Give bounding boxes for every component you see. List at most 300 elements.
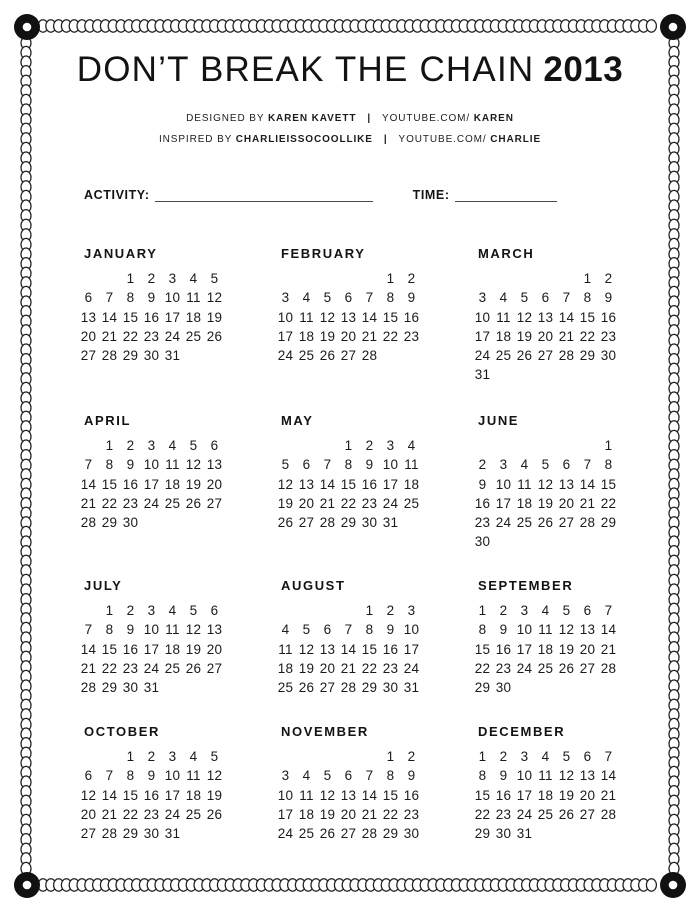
day-cell: 26 [206, 328, 223, 344]
day-cell: 1 [386, 749, 395, 764]
day-cell: 12 [516, 309, 533, 325]
day-cell-empty [514, 365, 535, 384]
day-cell: 14 [600, 622, 617, 638]
day-cell: 19 [277, 495, 294, 511]
day-cell: 29 [340, 515, 357, 531]
day-cell: 5 [302, 622, 311, 638]
day-cell: 6 [583, 603, 592, 618]
day-cell: 4 [407, 438, 416, 453]
day-cell: 31 [164, 348, 181, 364]
day-cell: 17 [143, 641, 160, 657]
day-cell: 26 [185, 495, 202, 511]
day-cell: 3 [499, 457, 508, 473]
day-cell: 1 [386, 271, 395, 286]
day-cell: 16 [403, 309, 420, 325]
day-cell: 18 [495, 328, 512, 344]
day-cell: 28 [558, 348, 575, 364]
day-cell: 28 [600, 806, 617, 822]
day-cell: 19 [319, 806, 336, 822]
day-cell: 14 [101, 787, 118, 803]
day-cell: 3 [147, 603, 156, 618]
day-cell-empty [577, 436, 598, 455]
day-cell: 25 [298, 348, 315, 364]
day-cell: 12 [206, 768, 223, 784]
day-cell: 4 [302, 290, 311, 306]
day-cell: 6 [84, 768, 93, 784]
month-february [275, 246, 422, 413]
day-cell: 1 [478, 603, 487, 618]
day-cell: 1 [126, 749, 135, 764]
month-name: APRIL [84, 413, 131, 428]
day-cell: 5 [189, 603, 198, 618]
day-cell-empty [204, 678, 225, 697]
day-cell-empty [401, 513, 422, 532]
day-cell: 27 [206, 495, 223, 511]
day-cell-empty [78, 269, 99, 288]
day-cell: 18 [164, 476, 181, 492]
day-cell: 3 [281, 290, 290, 306]
month-name: JUNE [478, 413, 520, 428]
day-cell-empty [141, 513, 162, 532]
day-cell: 9 [407, 290, 416, 306]
day-cell: 24 [516, 660, 533, 676]
day-cell-empty [78, 436, 99, 455]
day-cell: 22 [382, 806, 399, 822]
month-name: NOVEMBER [281, 724, 369, 739]
day-cell-empty [556, 269, 577, 288]
page-title [0, 50, 700, 90]
day-cell: 2 [147, 271, 156, 286]
day-cell: 10 [143, 457, 160, 473]
day-cell: 29 [474, 826, 491, 842]
day-cell-empty [162, 513, 183, 532]
day-cell: 21 [600, 641, 617, 657]
day-cell: 28 [361, 348, 378, 364]
day-cell: 19 [558, 641, 575, 657]
day-cell-empty [359, 747, 380, 766]
month-december [472, 724, 619, 843]
day-cell: 3 [520, 749, 529, 764]
day-cell: 15 [340, 476, 357, 492]
day-cell-empty [493, 365, 514, 384]
day-cell: 21 [80, 660, 97, 676]
day-cell: 10 [277, 309, 294, 325]
day-cell: 27 [579, 660, 596, 676]
credit-prefix: DESIGNED BY [186, 113, 265, 124]
day-cell-empty [317, 601, 338, 620]
day-cell-empty [493, 269, 514, 288]
day-cell-empty [556, 824, 577, 843]
day-cell: 13 [579, 622, 596, 638]
month-name: SEPTEMBER [478, 578, 574, 593]
day-cell: 5 [189, 438, 198, 453]
day-cell: 9 [604, 290, 613, 306]
day-cell: 23 [495, 660, 512, 676]
day-cell: 12 [558, 768, 575, 784]
day-cell: 31 [403, 680, 420, 696]
day-cell: 17 [382, 476, 399, 492]
day-cell: 24 [143, 660, 160, 676]
day-cell: 4 [520, 457, 529, 473]
day-cell: 31 [474, 367, 491, 383]
day-cell: 13 [340, 309, 357, 325]
day-cell: 24 [164, 328, 181, 344]
day-cell: 25 [403, 495, 420, 511]
day-cell: 5 [520, 290, 529, 306]
day-cell-empty [535, 678, 556, 697]
day-cell: 21 [340, 660, 357, 676]
day-cell: 15 [361, 641, 378, 657]
credit-site: YOUTUBE.COM/ [382, 113, 471, 124]
day-cell: 9 [478, 476, 487, 492]
day-cell: 13 [80, 309, 97, 325]
day-cell-empty [535, 532, 556, 551]
day-cell-empty [577, 678, 598, 697]
day-cell: 8 [386, 290, 395, 306]
month-name: DECEMBER [478, 724, 566, 739]
day-cell: 10 [495, 476, 512, 492]
day-cell: 16 [382, 641, 399, 657]
day-cell-empty [598, 678, 619, 697]
month-days [275, 747, 422, 843]
day-cell: 14 [319, 476, 336, 492]
day-cell-empty [183, 346, 204, 365]
month-march [472, 246, 619, 413]
day-cell-empty [577, 532, 598, 551]
day-cell: 14 [579, 476, 596, 492]
day-cell: 1 [344, 438, 353, 453]
day-cell: 23 [361, 495, 378, 511]
day-cell-empty [275, 601, 296, 620]
day-cell: 25 [298, 826, 315, 842]
day-cell: 26 [206, 806, 223, 822]
day-cell: 21 [101, 328, 118, 344]
day-cell: 15 [600, 476, 617, 492]
day-cell: 22 [101, 660, 118, 676]
day-cell-empty [296, 747, 317, 766]
day-cell: 8 [126, 768, 135, 784]
day-cell: 21 [319, 495, 336, 511]
credit-line-inspiration [0, 129, 700, 150]
day-cell: 29 [101, 515, 118, 531]
day-cell: 30 [361, 515, 378, 531]
day-cell-empty [514, 436, 535, 455]
day-cell: 29 [101, 680, 118, 696]
day-cell: 6 [344, 768, 353, 784]
day-cell: 8 [604, 457, 613, 473]
day-cell: 27 [206, 660, 223, 676]
day-cell: 30 [122, 680, 139, 696]
day-cell: 14 [600, 768, 617, 784]
day-cell: 25 [537, 660, 554, 676]
month-days [275, 269, 422, 365]
day-cell: 21 [80, 495, 97, 511]
day-cell: 8 [583, 290, 592, 306]
day-cell-empty [577, 824, 598, 843]
day-cell: 11 [186, 768, 201, 784]
day-cell-empty [275, 269, 296, 288]
day-cell: 1 [105, 603, 114, 618]
day-cell: 3 [168, 271, 177, 286]
day-cell: 29 [122, 826, 139, 842]
day-cell: 21 [361, 328, 378, 344]
day-cell: 17 [277, 806, 294, 822]
day-cell: 11 [299, 787, 314, 803]
day-cell: 24 [516, 806, 533, 822]
day-cell: 13 [319, 641, 336, 657]
month-june [472, 413, 619, 578]
day-cell: 8 [105, 457, 114, 473]
day-cell: 23 [403, 328, 420, 344]
day-cell: 28 [319, 515, 336, 531]
day-cell: 7 [344, 622, 353, 638]
day-cell: 27 [340, 348, 357, 364]
day-cell: 22 [122, 806, 139, 822]
day-cell: 8 [478, 768, 487, 784]
day-cell: 3 [147, 438, 156, 453]
day-cell: 26 [558, 660, 575, 676]
day-cell-empty [78, 747, 99, 766]
day-cell: 18 [516, 495, 533, 511]
day-cell: 4 [541, 603, 550, 618]
day-cell: 22 [382, 328, 399, 344]
month-days [472, 269, 619, 385]
day-cell: 26 [185, 660, 202, 676]
day-cell: 1 [126, 271, 135, 286]
day-cell: 12 [319, 309, 336, 325]
day-cell: 7 [84, 457, 93, 473]
day-cell: 7 [583, 457, 592, 473]
month-july [78, 578, 225, 724]
day-cell-empty [556, 532, 577, 551]
day-cell: 16 [143, 787, 160, 803]
day-cell: 21 [579, 495, 596, 511]
day-cell: 10 [164, 768, 181, 784]
day-cell-empty [380, 346, 401, 365]
day-cell: 25 [185, 806, 202, 822]
day-cell: 28 [340, 680, 357, 696]
day-cell: 6 [583, 749, 592, 764]
day-cell-empty [296, 269, 317, 288]
day-cell: 22 [361, 660, 378, 676]
day-cell: 24 [164, 806, 181, 822]
day-cell: 22 [101, 495, 118, 511]
day-cell-empty [556, 678, 577, 697]
month-name: MARCH [478, 246, 535, 261]
day-cell: 11 [299, 309, 314, 325]
day-cell: 16 [495, 641, 512, 657]
day-cell: 3 [281, 768, 290, 784]
day-cell: 16 [403, 787, 420, 803]
day-cell-empty [556, 365, 577, 384]
month-november [275, 724, 422, 843]
day-cell: 13 [340, 787, 357, 803]
day-cell: 20 [80, 328, 97, 344]
day-cell: 19 [516, 328, 533, 344]
day-cell: 20 [206, 476, 223, 492]
day-cell: 20 [340, 806, 357, 822]
day-cell: 27 [558, 515, 575, 531]
day-cell: 8 [386, 768, 395, 784]
day-cell-empty [556, 436, 577, 455]
day-cell: 20 [298, 495, 315, 511]
day-cell: 11 [278, 641, 293, 657]
day-cell-empty [317, 269, 338, 288]
day-cell: 14 [80, 476, 97, 492]
day-cell: 12 [319, 787, 336, 803]
day-cell: 3 [478, 290, 487, 306]
day-cell-empty [204, 346, 225, 365]
day-cell: 5 [281, 457, 290, 473]
day-cell: 16 [122, 641, 139, 657]
day-cell: 1 [105, 438, 114, 453]
month-days [78, 601, 225, 697]
day-cell: 15 [474, 787, 491, 803]
day-cell-empty [183, 824, 204, 843]
credit-site: YOUTUBE.COM/ [398, 134, 487, 145]
day-cell: 31 [516, 826, 533, 842]
credit-name: CHARLIEISSOCOOLLIKE [235, 134, 373, 145]
day-cell-empty [296, 601, 317, 620]
day-cell: 18 [537, 787, 554, 803]
day-cell: 20 [579, 787, 596, 803]
day-cell: 27 [579, 806, 596, 822]
day-cell: 15 [101, 641, 118, 657]
day-cell: 10 [143, 622, 160, 638]
day-cell: 9 [147, 290, 156, 306]
day-cell: 14 [101, 309, 118, 325]
day-cell: 2 [126, 438, 135, 453]
day-cell: 20 [80, 806, 97, 822]
month-january [78, 246, 225, 413]
month-days [78, 747, 225, 843]
day-cell: 13 [537, 309, 554, 325]
month-name: AUGUST [281, 578, 346, 593]
day-cell: 15 [382, 787, 399, 803]
day-cell: 18 [537, 641, 554, 657]
day-cell: 1 [365, 603, 374, 618]
day-cell-empty [535, 269, 556, 288]
day-cell: 10 [516, 622, 533, 638]
day-cell: 12 [537, 476, 554, 492]
day-cell-empty [78, 601, 99, 620]
day-cell: 7 [562, 290, 571, 306]
day-cell: 23 [474, 515, 491, 531]
day-cell: 13 [579, 768, 596, 784]
month-days [275, 436, 422, 532]
day-cell: 6 [84, 290, 93, 306]
day-cell: 11 [165, 622, 180, 638]
day-cell-empty [338, 601, 359, 620]
title-year: 2013 [543, 50, 624, 89]
credit-handle: CHARLIE [490, 134, 542, 145]
day-cell: 29 [474, 680, 491, 696]
day-cell-empty [472, 269, 493, 288]
day-cell: 30 [495, 680, 512, 696]
credit-line-designer [0, 108, 700, 129]
day-cell: 23 [403, 806, 420, 822]
day-cell: 29 [122, 348, 139, 364]
day-cell-empty [535, 824, 556, 843]
day-cell: 19 [206, 309, 223, 325]
day-cell-empty [338, 747, 359, 766]
month-name: JULY [84, 578, 123, 593]
activity-label: ACTIVITY: [84, 188, 150, 202]
day-cell: 1 [583, 271, 592, 286]
day-cell: 23 [382, 660, 399, 676]
day-cell: 25 [185, 328, 202, 344]
month-days [78, 269, 225, 365]
day-cell: 1 [478, 749, 487, 764]
day-cell: 5 [323, 768, 332, 784]
day-cell: 18 [185, 309, 202, 325]
day-cell: 9 [365, 457, 374, 473]
day-cell: 18 [403, 476, 420, 492]
day-cell: 22 [600, 495, 617, 511]
day-cell: 9 [126, 622, 135, 638]
day-cell: 14 [361, 787, 378, 803]
day-cell: 7 [323, 457, 332, 473]
day-cell: 21 [558, 328, 575, 344]
day-cell: 12 [298, 641, 315, 657]
day-cell: 2 [407, 749, 416, 764]
day-cell: 15 [122, 309, 139, 325]
day-cell: 4 [168, 438, 177, 453]
day-cell: 2 [478, 457, 487, 473]
pipe-separator: | [367, 113, 372, 124]
day-cell: 19 [185, 476, 202, 492]
day-cell: 6 [323, 622, 332, 638]
activity-time-row [84, 186, 557, 202]
day-cell: 4 [302, 768, 311, 784]
day-cell: 24 [382, 495, 399, 511]
day-cell: 2 [126, 603, 135, 618]
day-cell: 9 [407, 768, 416, 784]
day-cell: 11 [538, 622, 553, 638]
day-cell: 25 [277, 680, 294, 696]
day-cell-empty [359, 269, 380, 288]
day-cell-empty [275, 436, 296, 455]
day-cell: 2 [407, 271, 416, 286]
title-main: DON’T BREAK THE CHAIN [76, 50, 535, 89]
day-cell: 25 [516, 515, 533, 531]
day-cell-empty [275, 747, 296, 766]
day-cell: 9 [126, 457, 135, 473]
day-cell-empty [204, 513, 225, 532]
day-cell-empty [577, 365, 598, 384]
day-cell: 21 [600, 787, 617, 803]
day-cell: 15 [579, 309, 596, 325]
day-cell: 15 [122, 787, 139, 803]
day-cell: 27 [340, 826, 357, 842]
day-cell: 7 [105, 768, 114, 784]
day-cell: 10 [164, 290, 181, 306]
day-cell: 28 [579, 515, 596, 531]
day-cell: 15 [101, 476, 118, 492]
day-cell: 17 [164, 787, 181, 803]
day-cell: 22 [474, 660, 491, 676]
day-cell: 30 [382, 680, 399, 696]
day-cell: 12 [277, 476, 294, 492]
day-cell: 9 [499, 768, 508, 784]
day-cell: 27 [298, 515, 315, 531]
day-cell: 19 [206, 787, 223, 803]
day-cell: 6 [562, 457, 571, 473]
day-cell: 25 [495, 348, 512, 364]
day-cell: 7 [365, 290, 374, 306]
day-cell: 6 [210, 438, 219, 453]
day-cell: 5 [210, 271, 219, 286]
